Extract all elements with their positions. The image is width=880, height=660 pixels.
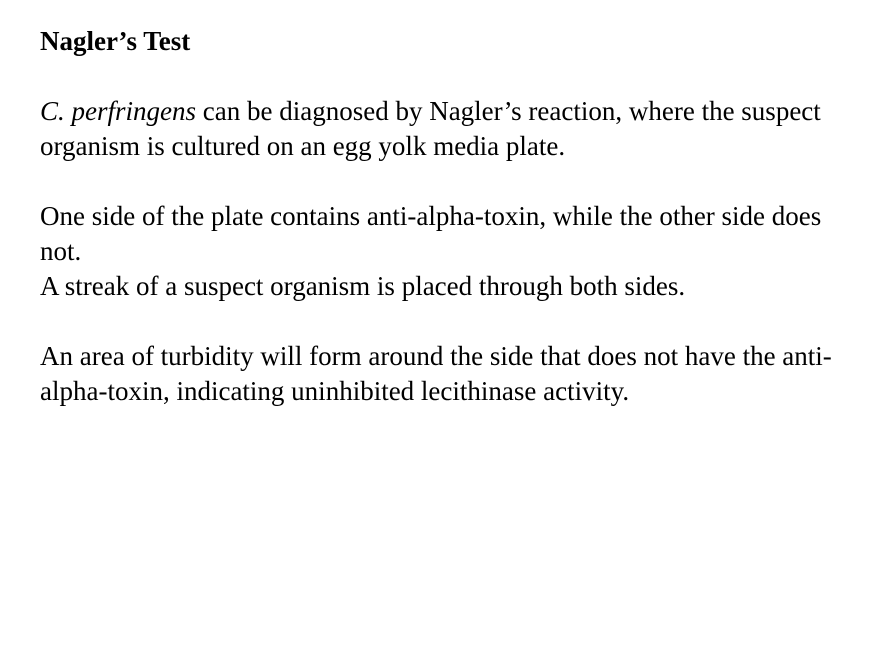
spacer bbox=[40, 304, 860, 339]
slide-content bbox=[40, 24, 860, 409]
diagnosis-text: can be diagnosed by Nagler’s reaction, where the suspect organism is cultured on an egg yolk media plate. bbox=[40, 96, 821, 161]
paragraph-streak: A streak of a suspect organism is placed through both sides. bbox=[40, 271, 686, 301]
paragraph-plate-sides: One side of the plate contains anti-alpha-toxin, while the other side does not. bbox=[40, 201, 822, 266]
organism-name: C. perfringens bbox=[40, 96, 197, 126]
paragraph-diagnosis bbox=[40, 94, 860, 164]
paragraph-turbidity: An area of turbidity will form around the side that does not have the anti-alpha-toxin, indicating uninhibited lecithinase activity. bbox=[40, 341, 832, 406]
spacer bbox=[40, 59, 860, 94]
slide-title: Nagler’s Test bbox=[40, 26, 191, 56]
spacer bbox=[40, 164, 860, 199]
